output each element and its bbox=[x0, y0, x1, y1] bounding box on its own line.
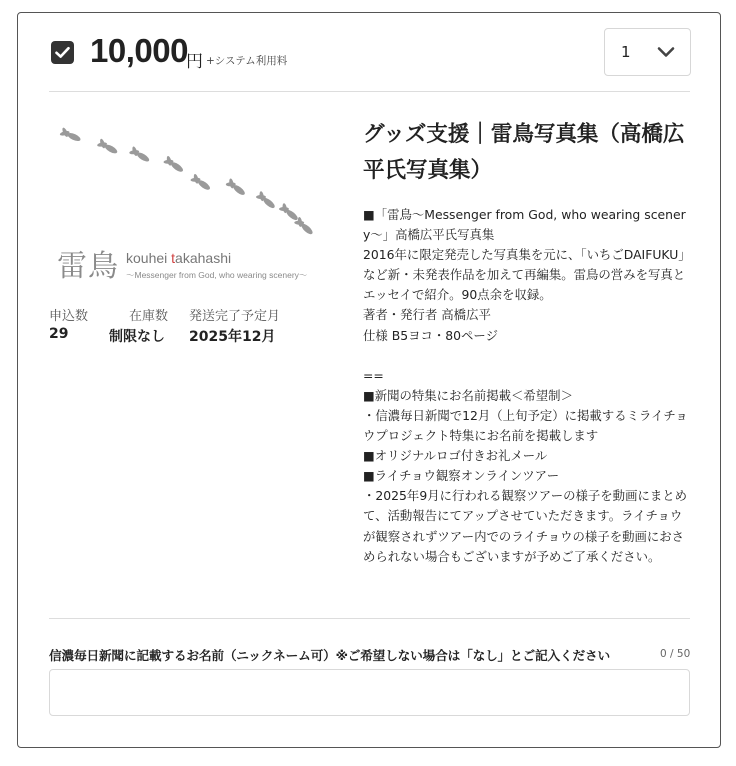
currency-unit: 円 bbox=[186, 52, 203, 72]
description-line: == bbox=[363, 367, 384, 383]
quantity-select[interactable] bbox=[604, 28, 691, 76]
stat-label-stock: 在庫数 bbox=[129, 309, 169, 324]
product-image bbox=[49, 117, 317, 282]
description-line: ・信濃毎日新聞で12月（上旬予定）に掲載するミライチョウプロジェクト特集にお名前を掲載します bbox=[363, 407, 688, 444]
stat-label-applications: 申込数 bbox=[49, 309, 89, 324]
image-subtitle: 〜Messenger from God, who wearing scenery〜 bbox=[126, 270, 308, 280]
description-line: 2016年に限定発売した写真集を元に、「いちごDAIFUKU」など新・未発表作品を加えて再編集。雷鳥の営みを写真とエッセイで紹介。90点余を収録。 bbox=[363, 247, 691, 303]
newspaper-name-input[interactable] bbox=[49, 669, 690, 716]
stat-value-applications: 29 bbox=[49, 326, 69, 342]
image-title-kanji: 雷鳥 bbox=[57, 249, 119, 282]
reward-card bbox=[17, 12, 721, 748]
description-line: 仕様 B5ヨコ・80ページ bbox=[363, 327, 498, 343]
description-line: ■ライチョウ観察オンラインツアー bbox=[363, 468, 560, 484]
name-field-label: 信濃毎日新聞に記載するお名前（ニックネーム可）※ご希望しない場合は「なし」とご記入ください bbox=[49, 648, 610, 663]
header-divider bbox=[49, 91, 690, 92]
reward-title: グッズ支援｜雷鳥写真集（高橋広平氏写真集） bbox=[363, 122, 685, 183]
description-line: ・2025年9月に行われる観察ツアーの様子を動画にまとめて、活動報告にてアップさせていただきます。ライチョウが観察されずツアー内でのライチョウの様子を動画におさめられない場合もございますが予めご了承ください。 bbox=[363, 488, 688, 564]
stat-value-shipping: 2025年12月 bbox=[189, 329, 276, 345]
description-line: 著者・発行者 高橋広平 bbox=[363, 307, 491, 323]
description-line: ■「雷鳥〜Messenger from God, who wearing scenery〜」高橋広平氏写真集 bbox=[363, 207, 686, 243]
image-title-accent-letter: t bbox=[171, 250, 176, 266]
reward-price: 10,000 bbox=[90, 32, 188, 69]
description-line bbox=[363, 346, 693, 366]
system-fee-note: +システム利用料 bbox=[206, 55, 288, 67]
reward-checkbox[interactable] bbox=[51, 41, 74, 64]
ptarmigan-tracks-icon bbox=[49, 117, 317, 237]
character-counter: 0 / 50 bbox=[660, 648, 691, 660]
stat-label-shipping: 発送完了予定月 bbox=[189, 309, 281, 324]
description-line: ■新聞の特集にお名前掲載＜希望制＞ bbox=[363, 387, 573, 403]
form-divider bbox=[49, 618, 690, 619]
image-title-latin: kouhei takahashi bbox=[126, 250, 232, 266]
reward-description bbox=[363, 205, 693, 567]
check-icon bbox=[55, 46, 70, 59]
description-line: ■オリジナルロゴ付きお礼メール bbox=[363, 448, 548, 464]
stat-value-stock: 制限なし bbox=[109, 329, 165, 345]
quantity-value: 1 bbox=[621, 43, 631, 61]
chevron-down-icon bbox=[657, 46, 675, 58]
